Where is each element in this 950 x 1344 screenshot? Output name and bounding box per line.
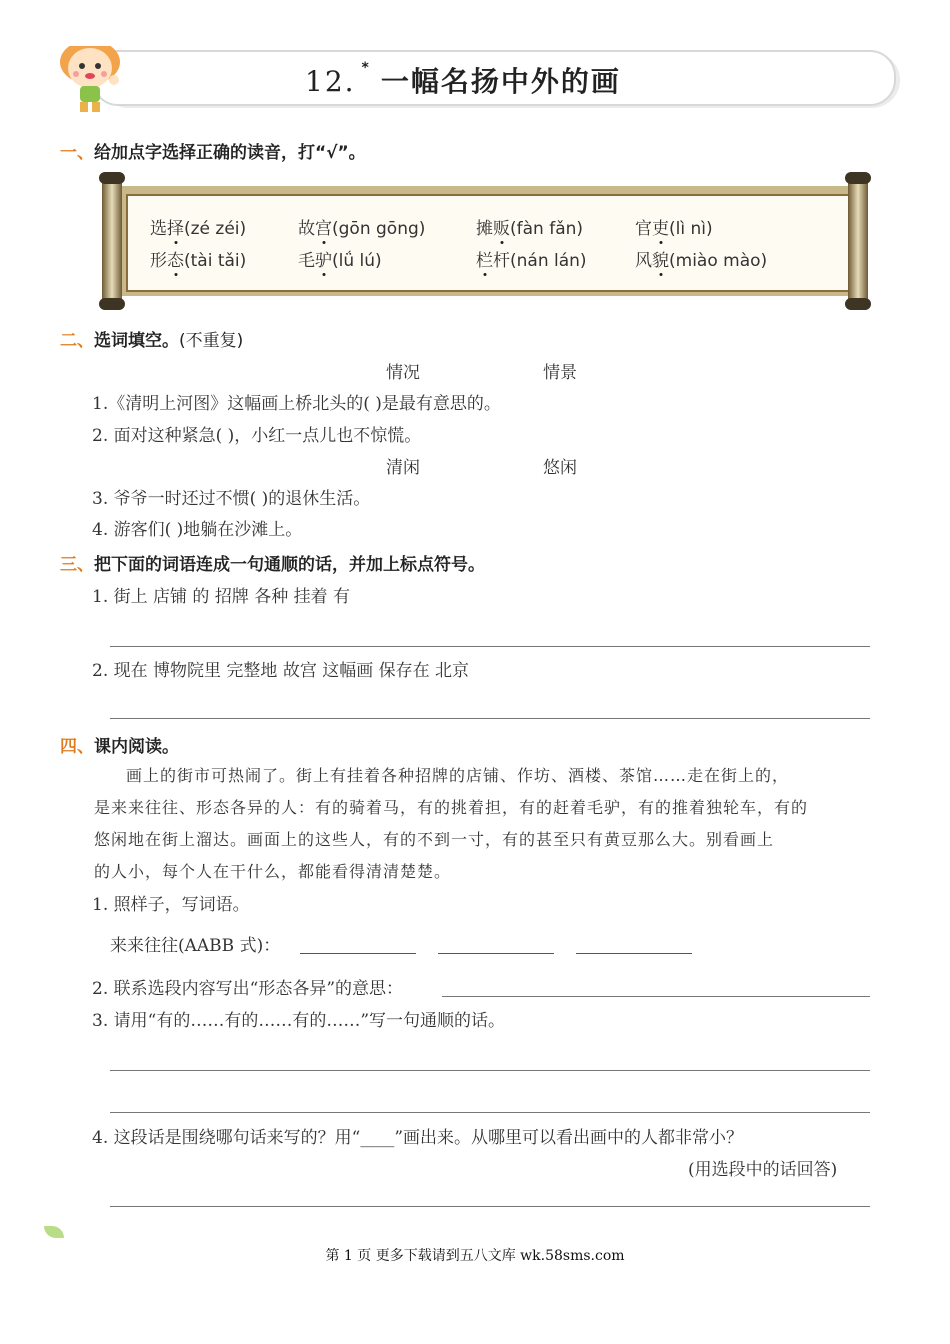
section-2-heading bbox=[60, 326, 243, 351]
question-4-1-example: 来来往往(AABB 式)： bbox=[110, 936, 281, 956]
answer-line[interactable] bbox=[110, 1112, 870, 1113]
passage-line: 画上的街市可热闹了。街上有挂着各种招牌的店铺、作坊、酒楼、茶馆……走在街上的， bbox=[126, 766, 790, 785]
section-4-mark: 四、 bbox=[60, 737, 94, 757]
word: 摊贩 bbox=[476, 219, 510, 239]
optional-lesson-star: * bbox=[361, 60, 371, 76]
question-4-4: 4. 这段话是围绕哪句话来写的？用“____”画出来。从哪里可以看出画中的人都非常小？ bbox=[92, 1128, 744, 1148]
leaf-decoration bbox=[44, 1226, 64, 1238]
reading-passage bbox=[94, 760, 872, 888]
passage-line: 悠闲地在街上溜达。画面上的这些人，有的不到一寸，有的甚至只有黄豆那么大。别看画上 bbox=[94, 830, 775, 849]
lesson-number: 12. bbox=[305, 65, 356, 98]
word-choice: 清闲 bbox=[386, 458, 420, 478]
question-2-3: 3. 爷爷一时还过不惯( )的退休生活。 bbox=[92, 489, 371, 509]
section-3-heading bbox=[60, 550, 485, 575]
word: 栏杆 bbox=[476, 251, 510, 271]
pinyin-item bbox=[635, 246, 767, 271]
word-choice: 情况 bbox=[386, 363, 420, 383]
pinyin-options: (tài tǎi) bbox=[184, 251, 247, 271]
passage-line: 是来来往往、形态各异的人：有的骑着马，有的挑着担，有的赶着毛驴，有的推着独轮车，有的 bbox=[94, 798, 809, 817]
scroll-right-cap-top bbox=[845, 172, 871, 184]
scroll-paper bbox=[126, 194, 854, 292]
question-4-4-note: (用选段中的话回答) bbox=[688, 1160, 838, 1180]
pinyin-options: (lǘ lú) bbox=[332, 251, 382, 271]
question-2-1: 1.《清明上河图》这幅画上桥北头的( )是最有意思的。 bbox=[92, 394, 501, 414]
answer-line[interactable] bbox=[110, 1206, 870, 1207]
pinyin-item bbox=[150, 214, 246, 239]
scroll-left-cap-top bbox=[99, 172, 125, 184]
section-2-title: 选词填空。 bbox=[94, 331, 179, 351]
answer-line[interactable] bbox=[110, 718, 870, 719]
pinyin-item bbox=[635, 214, 713, 239]
pinyin-options: (gōn gōng) bbox=[332, 219, 426, 239]
pinyin-options: (zé zéi) bbox=[184, 219, 247, 239]
scroll-left-rod bbox=[102, 178, 122, 306]
section-2-note: (不重复) bbox=[179, 331, 244, 351]
section-1-title: 给加点字选择正确的读音，打“√”。 bbox=[94, 143, 366, 163]
answer-line[interactable] bbox=[110, 1070, 870, 1071]
pinyin-options: (lì nì) bbox=[669, 219, 713, 239]
pinyin-item bbox=[298, 214, 425, 239]
question-4-1: 1. 照样子，写词语。 bbox=[92, 895, 250, 915]
answer-blank[interactable] bbox=[438, 953, 554, 954]
pinyin-options: (nán lán) bbox=[510, 251, 587, 271]
pinyin-item bbox=[476, 214, 583, 239]
word: 选择 bbox=[150, 219, 184, 239]
answer-line[interactable] bbox=[442, 996, 870, 997]
question-3-1: 1. 街上 店铺 的 招牌 各种 挂着 有 bbox=[92, 587, 351, 607]
pinyin-item bbox=[476, 246, 587, 271]
lesson-title-text: 一幅名扬中外的画 bbox=[380, 65, 621, 98]
pinyin-item bbox=[150, 246, 246, 271]
section-4-title: 课内阅读。 bbox=[94, 737, 179, 757]
mascot-illustration bbox=[50, 46, 134, 116]
answer-blank[interactable] bbox=[576, 953, 692, 954]
section-1-mark: 一、 bbox=[60, 143, 94, 163]
lesson-title bbox=[305, 60, 621, 100]
pinyin-options: (miào mào) bbox=[669, 251, 768, 271]
question-3-2: 2. 现在 博物院里 完整地 故宫 这幅画 保存在 北京 bbox=[92, 661, 470, 681]
scroll-right-rod bbox=[848, 178, 868, 306]
pinyin-options: (fàn fǎn) bbox=[510, 219, 584, 239]
answer-blank[interactable] bbox=[300, 953, 416, 954]
word: 形态 bbox=[150, 251, 184, 271]
passage-line: 的人小，每个人在干什么，都能看得清清楚楚。 bbox=[94, 862, 452, 881]
section-1-heading bbox=[60, 138, 366, 163]
page-footer: 第 1 页 更多下载请到五八文库 wk.58sms.com bbox=[325, 1248, 625, 1264]
word-choice: 悠闲 bbox=[543, 458, 577, 478]
section-3-title: 把下面的词语连成一句通顺的话，并加上标点符号。 bbox=[94, 555, 485, 575]
word: 毛驴 bbox=[298, 251, 332, 271]
scroll-left-cap-bottom bbox=[99, 298, 125, 310]
answer-line[interactable] bbox=[110, 646, 870, 647]
word: 故宫 bbox=[298, 219, 332, 239]
question-4-3: 3. 请用“有的……有的……有的……”写一句通顺的话。 bbox=[92, 1011, 506, 1031]
word: 风貌 bbox=[635, 251, 669, 271]
question-2-2: 2. 面对这种紧急( )，小红一点儿也不惊慌。 bbox=[92, 426, 422, 446]
section-3-mark: 三、 bbox=[60, 555, 94, 575]
word-choice: 情景 bbox=[543, 363, 577, 383]
question-2-4: 4. 游客们( )地躺在沙滩上。 bbox=[92, 520, 303, 540]
section-4-heading bbox=[60, 732, 179, 757]
scroll-right-cap-bottom bbox=[845, 298, 871, 310]
section-2-mark: 二、 bbox=[60, 331, 94, 351]
word: 官吏 bbox=[635, 219, 669, 239]
pinyin-item bbox=[298, 246, 382, 271]
question-4-2: 2. 联系选段内容写出“形态各异”的意思： bbox=[92, 979, 404, 999]
